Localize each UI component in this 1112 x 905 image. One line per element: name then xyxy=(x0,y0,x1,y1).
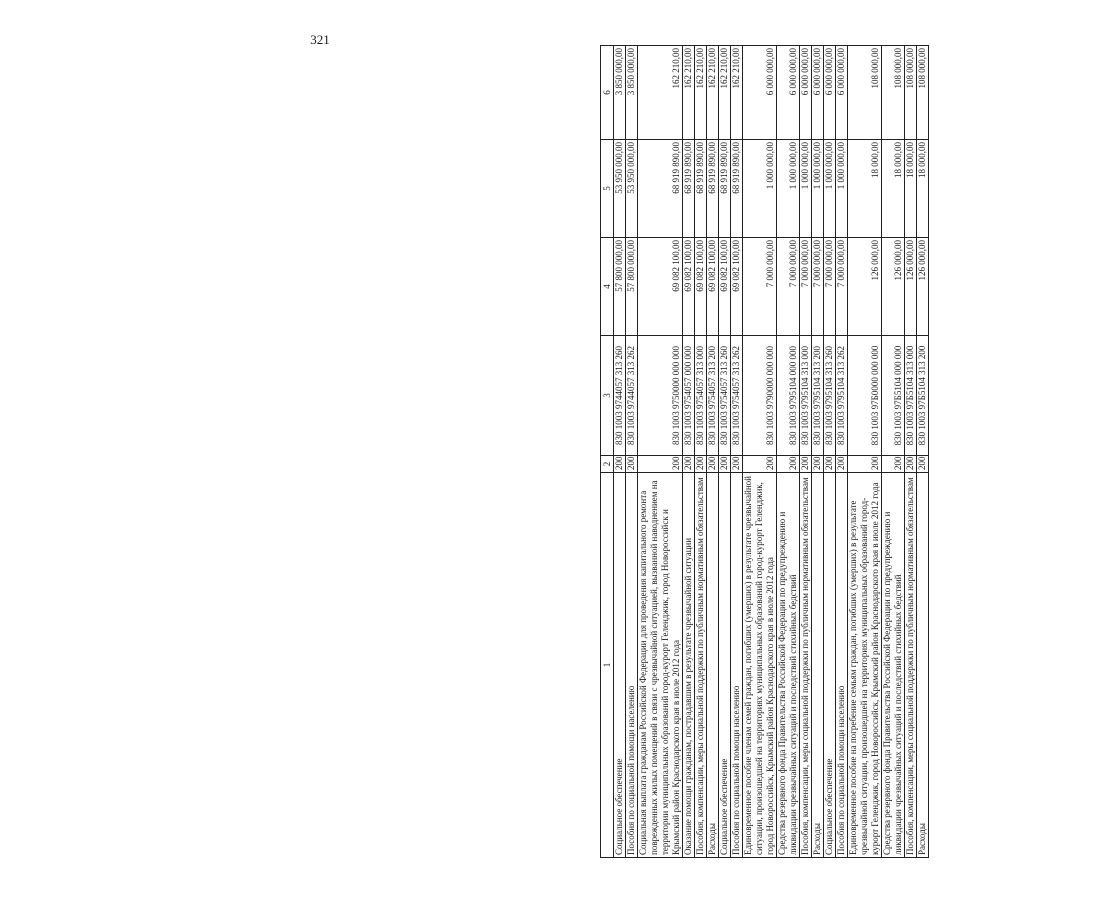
table-row xyxy=(683,46,695,858)
row-classification-cell: 830 1003 9754057 000 000 xyxy=(683,336,695,456)
row-name-cell: Пособия, компенсации, меры социальной поддержки по публичным нормативным обязательствам xyxy=(695,473,707,858)
row-value-col6-cell: 3 850 000,00 xyxy=(614,46,626,140)
row-classification-cell: 830 1003 9754057 313 000 xyxy=(695,336,707,456)
row-classification-cell: 830 1003 9795104 313 262 xyxy=(836,336,848,456)
table-row xyxy=(731,46,743,858)
row-name-cell: Пособия, компенсации, меры социальной поддержки по публичным нормативным обязательствам xyxy=(905,473,917,858)
row-classification-cell: 830 1003 9744057 313 260 xyxy=(614,336,626,456)
row-value-col5-cell: 1 000 000,00 xyxy=(743,140,777,238)
row-value-col4-cell: 126 000,00 xyxy=(848,238,882,336)
row-value-col6-cell: 108 000,00 xyxy=(905,46,917,140)
table-body xyxy=(614,46,929,858)
table-row xyxy=(695,46,707,858)
row-name-cell: Расходы xyxy=(812,473,824,858)
row-classification-cell: 830 1003 9754057 313 260 xyxy=(719,336,731,456)
row-name-cell: Расходы xyxy=(707,473,719,858)
budget-table xyxy=(600,45,929,858)
table-row xyxy=(719,46,731,858)
row-value-col5-cell: 1 000 000,00 xyxy=(800,140,812,238)
rotated-table-wrapper xyxy=(600,46,1112,858)
table-row xyxy=(638,46,683,858)
row-classification-cell: 830 1003 97Б0000 000 000 xyxy=(848,336,882,456)
row-classification-cell: 830 1003 9795104 313 260 xyxy=(824,336,836,456)
row-value-col5-cell: 1 000 000,00 xyxy=(812,140,824,238)
row-name-cell: Пособия, компенсации, меры социальной поддержки по публичным нормативным обязательствам xyxy=(800,473,812,858)
row-value-col5-cell: 1 000 000,00 xyxy=(824,140,836,238)
row-name-cell: Оказание помощи гражданам, пострадавшим в результате чрезвычайной ситуации xyxy=(683,473,695,858)
row-value-col6-cell: 108 000,00 xyxy=(848,46,882,140)
row-name-cell: Социальное обеспечение xyxy=(614,473,626,858)
row-value-col6-cell: 162 210,00 xyxy=(731,46,743,140)
row-name-cell: Социальная выплата гражданам Российской Федерации для проведения капитального ремонта поврежденных жилых помещений в связи с чрезвычайной ситуацией, вызванной наводнением на территории муниципальных образований город-курорт Геленджик, город Новороссийск и Крымский район Краснодарского края в июле 2012 года xyxy=(638,473,683,858)
row-name-cell: Средства резервного фонда Правительства Российской Федерации по предупреждению и ликвидации чрезвычайных ситуаций и последствий стихийных бедствий xyxy=(777,473,800,858)
row-value-col5-cell: 68 919 890,00 xyxy=(707,140,719,238)
row-value-col5-cell: 18 000,00 xyxy=(882,140,905,238)
table-row xyxy=(777,46,800,858)
row-value-col6-cell: 6 000 000,00 xyxy=(812,46,824,140)
row-value-col6-cell: 108 000,00 xyxy=(917,46,929,140)
row-code-cell: 200 xyxy=(707,456,719,473)
row-value-col5-cell: 18 000,00 xyxy=(905,140,917,238)
table-row xyxy=(917,46,929,858)
row-classification-cell: 830 1003 9754057 313 200 xyxy=(707,336,719,456)
row-name-cell: Пособия по социальной помощи населению xyxy=(731,473,743,858)
row-name-cell: Расходы xyxy=(917,473,929,858)
row-code-cell: 200 xyxy=(882,456,905,473)
row-classification-cell: 830 1003 9744057 313 262 xyxy=(626,336,638,456)
col-header-1: 1 xyxy=(601,473,614,858)
row-value-col6-cell: 162 210,00 xyxy=(695,46,707,140)
col-header-3: 3 xyxy=(601,336,614,456)
row-value-col5-cell: 1 000 000,00 xyxy=(836,140,848,238)
row-value-col4-cell: 7 000 000,00 xyxy=(812,238,824,336)
row-value-col6-cell: 3 850 000,00 xyxy=(626,46,638,140)
row-value-col6-cell: 6 000 000,00 xyxy=(824,46,836,140)
row-code-cell: 200 xyxy=(743,456,777,473)
table-row xyxy=(626,46,638,858)
row-value-col5-cell: 53 950 000,00 xyxy=(614,140,626,238)
table-row xyxy=(707,46,719,858)
table-row xyxy=(824,46,836,858)
row-value-col6-cell: 6 000 000,00 xyxy=(800,46,812,140)
row-value-col4-cell: 69 082 100,00 xyxy=(683,238,695,336)
row-code-cell: 200 xyxy=(695,456,707,473)
row-value-col5-cell: 68 919 890,00 xyxy=(695,140,707,238)
row-classification-cell: 830 1003 97Б5104 000 000 xyxy=(882,336,905,456)
row-code-cell: 200 xyxy=(905,456,917,473)
row-value-col4-cell: 57 800 000,00 xyxy=(614,238,626,336)
row-value-col4-cell: 126 000,00 xyxy=(882,238,905,336)
table-row xyxy=(848,46,882,858)
row-value-col5-cell: 53 950 000,00 xyxy=(626,140,638,238)
row-value-col4-cell: 69 082 100,00 xyxy=(695,238,707,336)
row-value-col4-cell: 69 082 100,00 xyxy=(731,238,743,336)
row-classification-cell: 830 1003 9795104 000 000 xyxy=(777,336,800,456)
row-name-cell: Социальное обеспечение xyxy=(824,473,836,858)
row-code-cell: 200 xyxy=(638,456,683,473)
row-value-col5-cell: 68 919 890,00 xyxy=(683,140,695,238)
table-row xyxy=(882,46,905,858)
row-classification-cell: 830 1003 97Б5104 313 200 xyxy=(917,336,929,456)
row-value-col5-cell: 1 000 000,00 xyxy=(777,140,800,238)
table-row xyxy=(836,46,848,858)
page-number: 321 xyxy=(310,32,330,47)
row-code-cell: 200 xyxy=(731,456,743,473)
row-classification-cell: 830 1003 9790000 000 000 xyxy=(743,336,777,456)
col-header-2: 2 xyxy=(601,456,614,473)
row-name-cell: Единовременное пособие членам семей граждан, погибших (умерших) в результате чрезвычайной ситуации, произошедшей на территориях муниципальных образований город-курорт Геленджик, город Новороссийск, Крымский район Краснодарского края в июле 2012 года xyxy=(743,473,777,858)
row-value-col4-cell: 7 000 000,00 xyxy=(800,238,812,336)
table-row xyxy=(614,46,626,858)
row-value-col6-cell: 6 000 000,00 xyxy=(743,46,777,140)
row-value-col4-cell: 7 000 000,00 xyxy=(836,238,848,336)
row-value-col6-cell: 162 210,00 xyxy=(719,46,731,140)
row-name-cell: Единовременное пособие на погребение семьям граждан, погибших (умерших) в результате чрезвычайной ситуации, произошедшей на территориях муниципальных образований город-курорт Геленджик, город Новороссийск, Крымский район Краснодарского края в июле 2012 года xyxy=(848,473,882,858)
row-code-cell: 200 xyxy=(848,456,882,473)
row-code-cell: 200 xyxy=(683,456,695,473)
row-value-col6-cell: 6 000 000,00 xyxy=(836,46,848,140)
row-code-cell: 200 xyxy=(824,456,836,473)
row-classification-cell: 830 1003 97Б5104 313 000 xyxy=(905,336,917,456)
row-name-cell: Пособия по социальной помощи населению xyxy=(836,473,848,858)
col-header-5: 5 xyxy=(601,140,614,238)
row-code-cell: 200 xyxy=(836,456,848,473)
table-row xyxy=(812,46,824,858)
row-code-cell: 200 xyxy=(626,456,638,473)
col-header-4: 4 xyxy=(601,238,614,336)
row-code-cell: 200 xyxy=(777,456,800,473)
row-code-cell: 200 xyxy=(719,456,731,473)
table-row xyxy=(743,46,777,858)
row-value-col4-cell: 69 082 100,00 xyxy=(638,238,683,336)
row-code-cell: 200 xyxy=(812,456,824,473)
table-row xyxy=(905,46,917,858)
row-value-col4-cell: 126 000,00 xyxy=(905,238,917,336)
column-number-row xyxy=(601,46,614,858)
row-classification-cell: 830 1003 9795104 313 000 xyxy=(800,336,812,456)
row-value-col5-cell: 68 919 890,00 xyxy=(719,140,731,238)
row-name-cell: Средства резервного фонда Правительства Российской Федерации по предупреждению и ликвидации чрезвычайных ситуаций и последствий стихийных бедствий xyxy=(882,473,905,858)
row-value-col5-cell: 68 919 890,00 xyxy=(731,140,743,238)
row-code-cell: 200 xyxy=(614,456,626,473)
row-name-cell: Социальное обеспечение xyxy=(719,473,731,858)
row-name-cell: Пособия по социальной помощи населению xyxy=(626,473,638,858)
row-value-col6-cell: 6 000 000,00 xyxy=(777,46,800,140)
row-value-col4-cell: 7 000 000,00 xyxy=(743,238,777,336)
row-classification-cell: 830 1003 9795104 313 200 xyxy=(812,336,824,456)
row-value-col6-cell: 162 210,00 xyxy=(638,46,683,140)
row-value-col6-cell: 108 000,00 xyxy=(882,46,905,140)
row-value-col4-cell: 126 000,00 xyxy=(917,238,929,336)
row-value-col4-cell: 69 082 100,00 xyxy=(719,238,731,336)
row-value-col5-cell: 18 000,00 xyxy=(848,140,882,238)
row-classification-cell: 830 1003 9754057 313 262 xyxy=(731,336,743,456)
row-value-col6-cell: 162 210,00 xyxy=(683,46,695,140)
row-value-col5-cell: 68 919 890,00 xyxy=(638,140,683,238)
row-value-col4-cell: 7 000 000,00 xyxy=(824,238,836,336)
row-value-col4-cell: 57 800 000,00 xyxy=(626,238,638,336)
row-value-col4-cell: 69 082 100,00 xyxy=(707,238,719,336)
col-header-6: 6 xyxy=(601,46,614,140)
row-code-cell: 200 xyxy=(917,456,929,473)
table-row xyxy=(800,46,812,858)
row-value-col5-cell: 18 000,00 xyxy=(917,140,929,238)
row-code-cell: 200 xyxy=(800,456,812,473)
row-classification-cell: 830 1003 9750000 000 000 xyxy=(638,336,683,456)
row-value-col6-cell: 162 210,00 xyxy=(707,46,719,140)
row-value-col4-cell: 7 000 000,00 xyxy=(777,238,800,336)
